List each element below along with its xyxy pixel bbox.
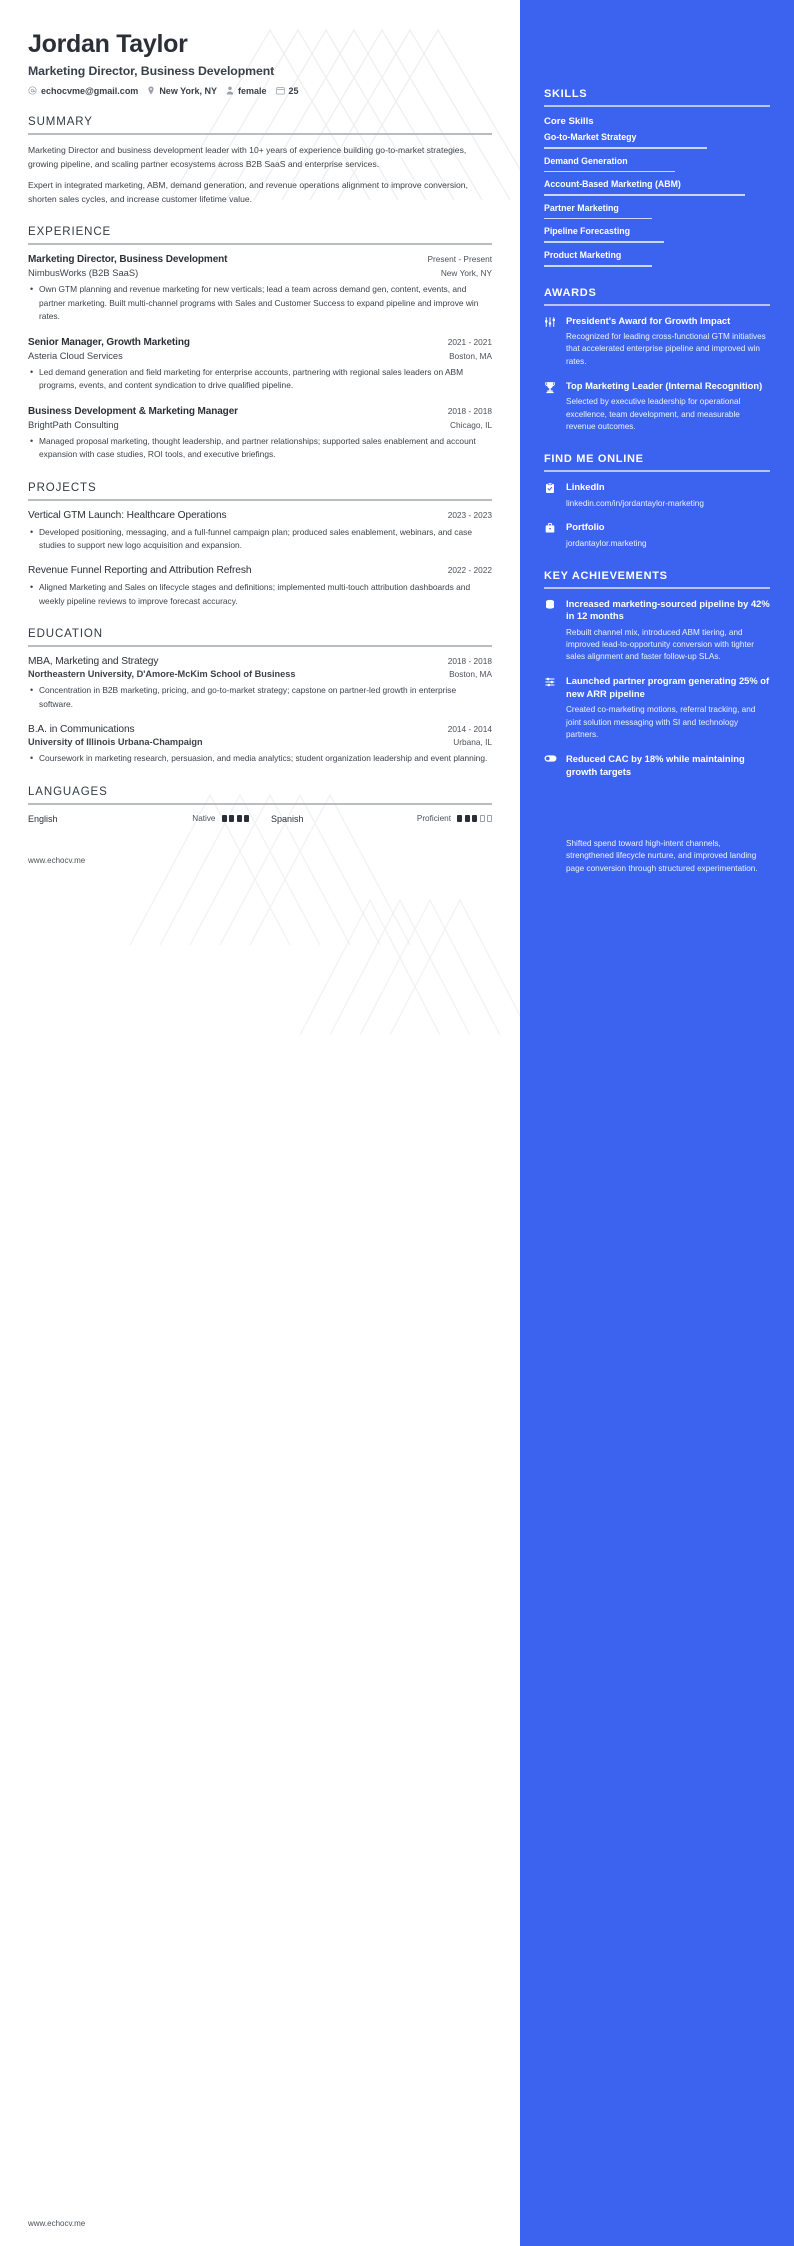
entry-dates: 2018 - 2018 — [447, 656, 492, 667]
skill-level-bar — [544, 218, 652, 220]
entry-location: Chicago, IL — [450, 419, 492, 430]
skill-item — [544, 156, 770, 173]
skill-item — [544, 226, 770, 243]
section-summary — [28, 116, 492, 207]
achievement-spacer — [566, 782, 770, 838]
achievement-item — [544, 598, 770, 664]
person-icon — [226, 86, 234, 95]
section-projects — [28, 482, 492, 609]
skill-level-bar — [544, 241, 664, 243]
achievements-divider — [544, 587, 770, 589]
entry-title: Business Development & Marketing Manager — [28, 405, 238, 417]
skill-level-bar — [544, 171, 675, 173]
online-heading: LinkedIn — [566, 481, 605, 493]
entry-location: Urbana, IL — [453, 737, 492, 748]
experience-title: EXPERIENCE — [28, 226, 112, 239]
languages-divider — [28, 803, 492, 805]
project-entry — [28, 510, 492, 553]
skill-level-bar — [544, 147, 707, 149]
entry-title: Revenue Funnel Reporting and Attribution Refresh — [28, 565, 252, 577]
education-entry — [28, 656, 492, 711]
contact-email[interactable] — [28, 86, 138, 96]
entry-bullets — [28, 581, 492, 608]
entry-bullets — [28, 684, 492, 711]
page-title — [28, 30, 492, 78]
language-level-dots — [457, 815, 492, 822]
entry-location: Boston, MA — [449, 669, 492, 680]
candidate-name: Jordan Taylor — [28, 30, 188, 58]
section-languages — [28, 786, 492, 824]
achievement-heading: Reduced CAC by 18% while maintaining growth targets — [566, 753, 745, 777]
entry-dates: 2018 - 2018 — [447, 405, 492, 416]
projects-divider — [28, 499, 492, 501]
footer-url-bottom[interactable]: www.echocv.me — [28, 2219, 86, 2228]
portfolio-icon — [544, 521, 557, 549]
language-level-dots — [222, 815, 250, 822]
entry-organization: NimbusWorks (B2B SaaS) — [28, 267, 139, 279]
summary-title: SUMMARY — [28, 115, 93, 128]
entry-location: New York, NY — [440, 268, 492, 279]
summary-paragraph: Expert in integrated marketing, ABM, demand generation, and revenue operations alignment to improve conversion, shorten sales cycles, and increase customer lifetime value. — [28, 179, 468, 204]
skill-name: Partner Marketing — [544, 202, 619, 213]
email-icon — [28, 86, 37, 95]
contact-email-text: echocvme@gmail.com — [41, 85, 139, 96]
footer-url-top[interactable]: www.echocv.me — [28, 855, 86, 865]
online-heading: Portfolio — [566, 521, 605, 533]
candidate-role: Marketing Director, Business Development — [28, 63, 275, 78]
project-entry — [28, 565, 492, 608]
summary-divider — [28, 133, 492, 135]
calendar-icon — [276, 86, 285, 95]
bullet-item: • Own GTM planning and revenue marketing for new verticals; lead a team across demand gen, content, events, and partner marketing. Built multi-channel programs with Sales and Customer Success to expand pipeline and improve win rates. — [28, 283, 492, 323]
education-divider — [28, 645, 492, 647]
sidebar — [520, 0, 794, 2246]
language-level: Proficient — [416, 814, 451, 824]
online-item-portfolio[interactable] — [544, 521, 770, 549]
skills-title: SKILLS — [544, 88, 588, 100]
projects-title: PROJECTS — [28, 481, 97, 494]
achievements-title: KEY ACHIEVEMENTS — [544, 569, 668, 582]
skill-level-bar — [544, 265, 652, 267]
achievement-description: Created co-marketing motions, referral tracking, and joint solution messaging with SI and technology partners. — [566, 705, 756, 739]
sidebar-section-awards — [544, 287, 770, 434]
bullet-item: • Led demand generation and field marketing for enterprise accounts, partnering with regional sales leaders on ABM programs, events, and content syndication to drive qualified pipeline. — [28, 366, 492, 393]
language-item — [271, 814, 492, 824]
languages-grid — [28, 814, 492, 824]
section-education — [28, 628, 492, 765]
bullet-item: • Managed proposal marketing, thought leadership, and partner relationships; supported sales enablement and account expansion with case studies, ROI tools, and executive briefings. — [28, 435, 492, 462]
experience-entry — [28, 254, 492, 323]
education-title: EDUCATION — [28, 628, 103, 641]
language-level: Native — [192, 814, 216, 824]
bullet-item: • Aligned Marketing and Sales on lifecycle stages and definitions; implemented multi-touch attribution dashboards and weekly pipeline reviews to improve forecast accuracy. — [28, 581, 492, 608]
skill-name: Product Marketing — [544, 249, 622, 260]
languages-title: LANGUAGES — [28, 785, 108, 798]
experience-entry — [28, 406, 492, 462]
skill-name: Go-to-Market Strategy — [544, 132, 637, 142]
achievement-item — [544, 675, 770, 741]
skill-item — [544, 250, 770, 267]
experience-divider — [28, 243, 492, 245]
entry-organization: BrightPath Consulting — [28, 418, 119, 430]
trophy-icon — [544, 380, 557, 433]
skill-name: Demand Generation — [544, 155, 628, 166]
achievement-description: Shifted spend toward high-intent channels, strengthened lifecycle nurture, and improved landing page conversion through structured experimentation. — [566, 838, 758, 873]
sliders-icon — [544, 315, 557, 368]
contact-gender — [226, 86, 267, 96]
entry-title: Vertical GTM Launch: Healthcare Operations — [28, 509, 227, 521]
award-heading: President's Award for Growth Impact — [566, 314, 731, 326]
entry-bullets — [28, 752, 492, 765]
contact-location — [147, 86, 217, 96]
contact-row — [28, 86, 492, 96]
sidebar-section-achievements — [544, 570, 770, 875]
entry-dates: 2014 - 2014 — [447, 724, 492, 735]
entry-organization: Northeastern University, D'Amore-McKim School of Business — [28, 669, 296, 680]
language-name: Spanish — [271, 813, 304, 824]
language-name: English — [28, 813, 58, 824]
entry-title: Marketing Director, Business Development — [28, 254, 228, 266]
summary-paragraph: Marketing Director and business development leader with 10+ years of experience building go-to-market strategies, growing pipeline, and scaling partner ecosystems across B2B SaaS and enterprise services. — [28, 144, 467, 169]
toggle-icon — [544, 753, 557, 875]
entry-organization: Asteria Cloud Services — [28, 349, 123, 361]
awards-title: AWARDS — [544, 286, 597, 299]
award-item — [544, 380, 770, 433]
entry-bullets — [28, 366, 492, 393]
bullet-item: • Developed positioning, messaging, and a full-funnel campaign plan; produced sales enablement, webinars, and case studies to support new logo acquisition and expansion. — [28, 526, 492, 553]
entry-title: MBA, Marketing and Strategy — [28, 656, 159, 668]
bullet-item: • Concentration in B2B marketing, pricing, and go-to-market strategy; capstone on partner-led growth in enterprise software. — [28, 684, 492, 711]
entry-bullets — [28, 526, 492, 553]
contact-gender-text: female — [238, 85, 267, 96]
entry-dates: 2023 - 2023 — [447, 509, 492, 520]
experience-entry — [28, 337, 492, 393]
award-item — [544, 315, 770, 368]
skill-name: Pipeline Forecasting — [544, 226, 631, 237]
skills-divider — [544, 105, 770, 107]
skills-group-label: Core Skills — [544, 116, 594, 127]
achievement-heading: Increased marketing-sourced pipeline by 42% in 12 months — [566, 597, 770, 622]
entry-location: Boston, MA — [449, 350, 492, 361]
contact-location-text: New York, NY — [159, 85, 217, 96]
database-icon — [544, 598, 557, 664]
skill-name: Account-Based Marketing (ABM) — [544, 179, 681, 190]
contact-age — [276, 86, 299, 96]
skill-item — [544, 132, 770, 149]
section-experience — [28, 226, 492, 461]
contact-age-text: 25 — [288, 85, 299, 96]
sliders-icon — [544, 675, 557, 741]
linkedin-icon — [544, 481, 557, 509]
entry-bullets — [28, 435, 492, 462]
bullet-item: • Coursework in marketing research, persuasion, and media analytics; student organization leadership and event planning. — [28, 752, 492, 765]
sidebar-section-skills — [544, 88, 770, 267]
entry-title: Senior Manager, Growth Marketing — [28, 336, 190, 348]
award-heading: Top Marketing Leader (Internal Recognition) — [566, 379, 763, 391]
entry-dates: 2022 - 2022 — [447, 565, 492, 576]
award-description: Selected by executive leadership for operational excellence, team development, and measurable revenue outcomes. — [566, 397, 741, 431]
award-description: Recognized for leading cross-functional GTM initiatives that accelerated enterprise pipeline and improved win rates. — [566, 331, 766, 366]
entry-dates: Present - Present — [427, 254, 492, 265]
location-pin-icon — [147, 86, 155, 95]
online-url[interactable]: linkedin.com/in/jordantaylor-marketing — [566, 498, 704, 508]
skill-item — [544, 203, 770, 220]
entry-dates: 2021 - 2021 — [447, 336, 492, 347]
achievement-item — [544, 753, 770, 875]
skill-item — [544, 179, 770, 196]
online-divider — [544, 470, 770, 472]
language-item — [28, 814, 249, 824]
entry-organization: University of Illinois Urbana-Champaign — [28, 737, 203, 748]
sidebar-section-online — [544, 453, 770, 550]
online-url[interactable]: jordantaylor.marketing — [566, 538, 647, 548]
entry-bullets — [28, 283, 492, 323]
online-item-linkedin[interactable] — [544, 481, 770, 509]
education-entry — [28, 724, 492, 765]
skill-level-bar — [544, 194, 745, 196]
online-title: FIND ME ONLINE — [544, 453, 644, 466]
achievement-heading: Launched partner program generating 25% of new ARR pipeline — [566, 675, 770, 699]
achievement-description: Rebuilt channel mix, introduced ABM tiering, and improved lead-to-opportunity conversion with tighter sales alignment and faster follow-up SLAs. — [566, 627, 754, 662]
awards-divider — [544, 304, 770, 306]
entry-title: B.A. in Communications — [28, 724, 135, 736]
